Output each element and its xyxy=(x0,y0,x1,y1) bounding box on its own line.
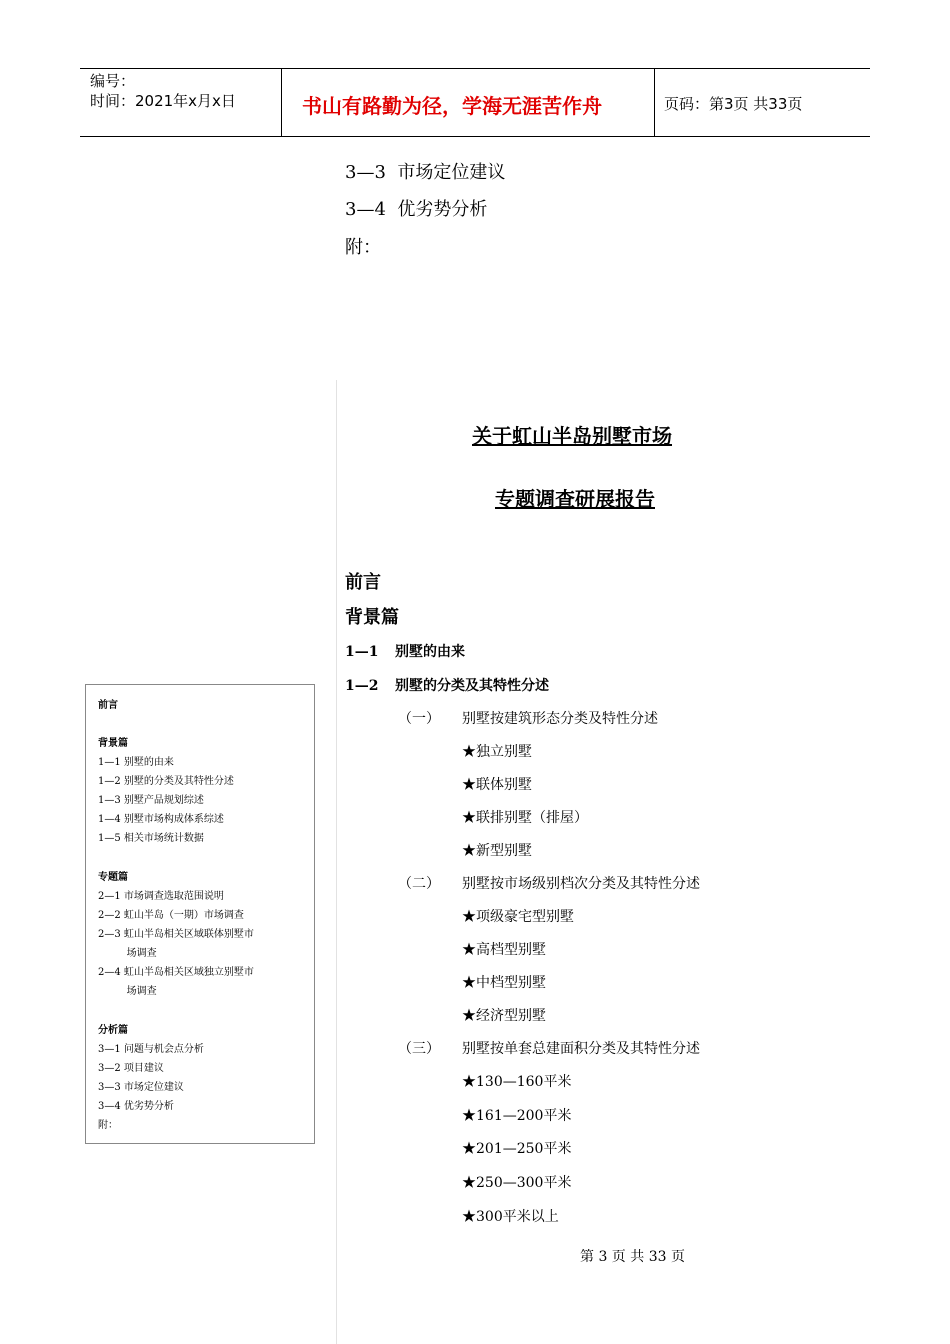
item-1-1 xyxy=(345,641,465,661)
header-divider-right xyxy=(654,68,655,136)
group-entry: ★高档型别墅 xyxy=(462,942,546,958)
group-entry: ★联排别墅（排屋） xyxy=(462,810,588,826)
group-entry: ★中档型别墅 xyxy=(462,975,546,991)
page-footer: 第 3 页 共 33 页 xyxy=(580,1249,685,1265)
top-list-item xyxy=(345,158,505,184)
item-text: 别墅的分类及其特性分述 xyxy=(395,678,549,694)
toc-item: 场调查 xyxy=(98,986,157,997)
toc-item: 3—1 问题与机会点分析 xyxy=(98,1044,204,1055)
header-divider-left xyxy=(281,68,282,136)
toc-item: 2—1 市场调查选取范围说明 xyxy=(98,891,224,902)
toc-item: 附： xyxy=(98,1120,118,1131)
header-motto: 书山有路勤为径，学海无涯苦作舟 xyxy=(302,94,602,118)
item-1-2 xyxy=(345,675,549,695)
header-bottom-rule xyxy=(80,136,870,137)
group-entry: ★250—300平米 xyxy=(462,1175,572,1191)
toc-item: 场调查 xyxy=(98,948,157,959)
top-list-num: 3—3 xyxy=(345,162,386,183)
toc-item: 2—2 虹山半岛（一期）市场调查 xyxy=(98,910,244,921)
toc-heading: 背景篇 xyxy=(98,738,128,749)
group-entry: ★300平米以上 xyxy=(462,1209,559,1225)
top-list-text: 市场定位建议 xyxy=(397,162,506,183)
top-list-item xyxy=(345,195,487,221)
toc-heading: 专题篇 xyxy=(98,872,128,883)
toc-item: 1—3 别墅产品规划综述 xyxy=(98,795,204,806)
header-page-label: 页码：第3页 共33页 xyxy=(664,95,803,113)
toc-item: 1—4 别墅市场构成体系综述 xyxy=(98,814,224,825)
top-list-text: 优劣势分析 xyxy=(397,199,488,220)
header-top-rule xyxy=(80,68,870,69)
toc-item: 3—4 优劣势分析 xyxy=(98,1101,174,1112)
top-appendix: 附： xyxy=(345,237,381,258)
header-time-label: 时间：2021年x月x日 xyxy=(90,92,236,110)
group-entry: ★项级豪宅型别墅 xyxy=(462,909,574,925)
toc-item: 3—2 项目建议 xyxy=(98,1063,164,1074)
toc-preface: 前言 xyxy=(98,700,118,711)
report-title-line1: 关于虹山半岛别墅市场 xyxy=(472,424,672,448)
top-list-num: 3—4 xyxy=(345,199,386,220)
item-num: 1—1 xyxy=(345,644,379,660)
page-column-divider xyxy=(336,380,337,1344)
group-entry: ★独立别墅 xyxy=(462,744,532,760)
toc-item: 3—3 市场定位建议 xyxy=(98,1082,184,1093)
group-title: 别墅按市场级别档次分类及其特性分述 xyxy=(462,876,700,892)
toc-item: 1—1 别墅的由来 xyxy=(98,757,174,768)
group-entry: ★161—200平米 xyxy=(462,1108,572,1124)
group-entry: ★联体别墅 xyxy=(462,777,532,793)
group-num: （二） xyxy=(398,876,440,892)
group-num: （一） xyxy=(398,711,440,727)
toc-item: 1—2 别墅的分类及其特性分述 xyxy=(98,776,234,787)
toc-item: 2—4 虹山半岛相关区域独立别墅市 xyxy=(98,967,254,978)
group-entry: ★130—160平米 xyxy=(462,1074,572,1090)
group-num: （三） xyxy=(398,1041,440,1057)
toc-heading: 分析篇 xyxy=(98,1025,128,1036)
item-num: 1—2 xyxy=(345,678,379,694)
group-title: 别墅按单套总建面积分类及其特性分述 xyxy=(462,1041,700,1057)
toc-item: 1—5 相关市场统计数据 xyxy=(98,833,204,844)
item-text: 别墅的由来 xyxy=(395,644,465,660)
section-preface: 前言 xyxy=(345,572,381,593)
header-number-label: 编号： xyxy=(90,72,136,90)
toc-item: 2—3 虹山半岛相关区域联体别墅市 xyxy=(98,929,254,940)
report-title-line2: 专题调查研展报告 xyxy=(495,487,655,511)
group-entry: ★新型别墅 xyxy=(462,843,532,859)
group-title: 别墅按建筑形态分类及特性分述 xyxy=(462,711,658,727)
section-background: 背景篇 xyxy=(345,607,399,628)
group-entry: ★201—250平米 xyxy=(462,1141,572,1157)
group-entry: ★经济型别墅 xyxy=(462,1008,546,1024)
